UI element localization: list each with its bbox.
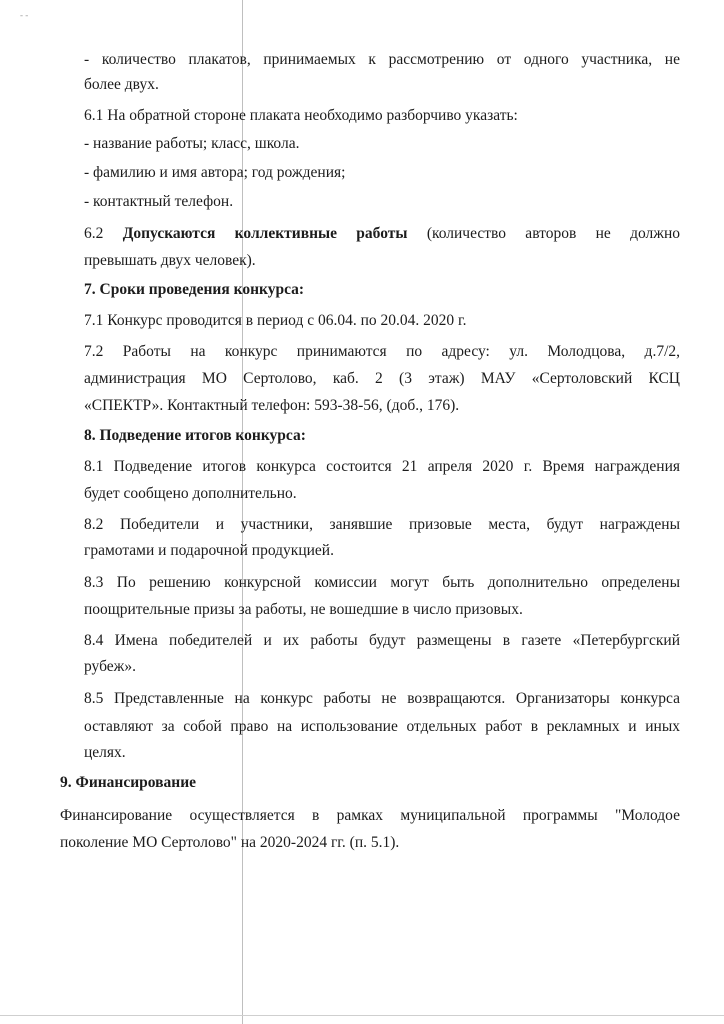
text-line: 6.1 На обратной стороне плаката необходимо разборчиво указать: (84, 107, 518, 124)
item-number: 6.2 (84, 225, 123, 242)
section-heading: 8. Подведение итогов конкурса: (84, 427, 306, 444)
section-heading: 9. Финансирование (60, 774, 197, 791)
page-bottom-edge (0, 1015, 724, 1016)
text-line: - количество плакатов, принимаемых к рассмотрению от одного участника, не (84, 51, 680, 68)
text-line: - название работы; класс, школа. (84, 135, 300, 152)
text-line: рубеж». (84, 658, 136, 675)
text-line: 8.1 Подведение итогов конкурса состоится 21 апреля 2020 г. Время награждения (84, 458, 680, 475)
text-line: 8.3 По решению конкурсной комиссии могут быть дополнительно определены (84, 574, 680, 591)
text-line: «СПЕКТР». Контактный телефон: 593-38-56, (доб., 176). (84, 397, 460, 414)
text-line: администрация МО Сертолово, каб. 2 (3 этаж) МАУ «Сертоловский КСЦ (84, 370, 680, 387)
text-line: будет сообщено дополнительно. (84, 485, 297, 502)
text-line: оставляют за собой право на использование отдельных работ в рекламных и иных (84, 718, 680, 735)
text-line-mixed (84, 224, 680, 244)
text-line: грамотами и подарочной продукцией. (84, 542, 334, 559)
bold-phrase: Допускаются коллективные работы (122, 225, 408, 242)
text-line: более двух. (84, 76, 159, 93)
text-line: - фамилию и имя автора; год рождения; (84, 164, 346, 181)
text-line: поощрительные призы за работы, не вошедшие в число призовых. (84, 601, 523, 618)
text-line: 7.2 Работы на конкурс принимаются по адресу: ул. Молодцова, д.7/2, (84, 343, 680, 360)
text-line: превышать двух человек). (84, 252, 256, 269)
text-line: Финансирование осуществляется в рамках муниципальной программы "Молодое (60, 807, 680, 824)
corner-mark: - - (20, 10, 29, 20)
section-heading: 7. Сроки проведения конкурса: (84, 281, 305, 298)
text-line: поколение МО Сертолово" на 2020-2024 гг. (п. 5.1). (60, 834, 400, 851)
text-line: 8.2 Победители и участники, занявшие призовые места, будут награждены (84, 516, 680, 533)
text-line: целях. (84, 744, 126, 761)
text-line: - контактный телефон. (84, 193, 234, 210)
text-line: 7.1 Конкурс проводится в период с 06.04. по 20.04. 2020 г. (84, 312, 467, 329)
text-fragment: (количество авторов не должно (407, 225, 681, 242)
text-line: 8.4 Имена победителей и их работы будут размещены в газете «Петербургский (84, 632, 680, 649)
text-line: 8.5 Представленные на конкурс работы не возвращаются. Организаторы конкурса (84, 690, 680, 707)
